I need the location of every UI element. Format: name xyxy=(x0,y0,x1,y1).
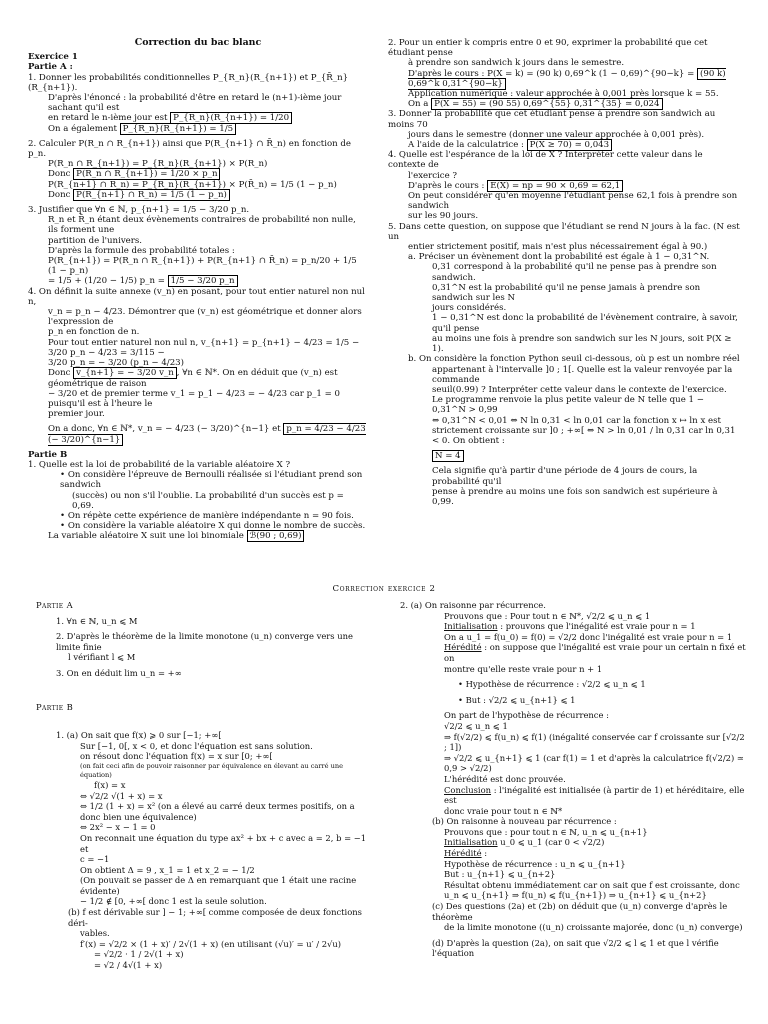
text-line: 5. Dans cette question, on suppose que l'étudiant se rend N jours à la fac. (N est un xyxy=(388,221,740,242)
text-line: u_n ⩽ u_{n+1} ⇒ f(u_n) ⩽ f(u_{n+1}) ⇒ u_{n+1} ⩽ u_{n+2} xyxy=(444,890,707,901)
text-line: on résout donc l'équation f(x) = x sur [0; +∞[ xyxy=(80,751,273,762)
text-line: • Hypothèse de récurrence : √2/2 ⩽ u_n ⩽ 1 xyxy=(400,679,746,690)
text-line: Hérédité : on suppose que l'inégalité est vraie pour un certain n fixé et on xyxy=(444,642,746,663)
text-line: Prouvons que : Pour tout n ∈ ℕ*, √2/2 ⩽ u_n ⩽ 1 xyxy=(444,610,651,621)
text-line: D'après l'énoncé : la probabilité d'être en retard le (n+1)-ième jour sachant qu'il est xyxy=(48,93,342,114)
text-line: pense à prendre au moins une fois son sandwich est supérieure à 0,99. xyxy=(432,486,718,507)
text-line: 3. Donner la probabilité que cet étudiant pense à prendre son sandwich au moins 70 xyxy=(388,109,716,130)
spacer xyxy=(36,712,372,730)
text-line: Conclusion : l'inégalité est initialisée (à partir de 1) et héréditaire, elle est xyxy=(444,784,745,806)
boxed-result: v_{n+1} = − 3/20 v_n xyxy=(73,367,177,379)
text-line: On obtient Δ = 9 , x_1 = 1 et x_2 = − 1/2 xyxy=(80,864,255,875)
text-line: = 1/5 + (1/20 − 1/5) p_n = 1/5 − 3/20 p_n xyxy=(28,276,368,286)
text-line: f′(x) = √2/2 × (1 + x)′ / 2√(1 + x) (en utilisant (√u)′ = u′ / 2√u) xyxy=(80,938,342,949)
text-line: = √2 / 4√(1 + x) xyxy=(94,960,163,971)
text-line: But : u_{n+1} ⩽ u_{n+2} xyxy=(444,869,556,880)
text-line: (on fait ceci afin de pouvoir raisonner par équivalence en élevant au carré une équation) xyxy=(80,761,344,779)
boxed-result: (90 k) 0,69^k 0,31^{90−k} xyxy=(408,68,726,89)
text-line: 1 − 0,31^N est donc la probabilité de l'évènement contraire, à savoir, qu'il pense xyxy=(432,313,738,334)
boxed-result: P(X = 55) = (90 55) 0,69^{55} 0,31^{35} ≃ 0,024 xyxy=(431,98,662,110)
text-line: D'après la formule des probabilité totales : xyxy=(48,245,235,256)
text-line: partition de l'univers. xyxy=(48,235,143,246)
text-line: Pour tout entier naturel non nul n, v_{n+1} = p_{n+1} − 4/23 = 1/5 − 3/20 p_n − 4/23 = 3/115 − xyxy=(48,337,360,358)
text-line: On part de l'hypothèse de récurrence : xyxy=(444,710,609,721)
text-line: Donc P(R_{n+1} ∩ R̄_n) = 1/5 (1 − p_n) xyxy=(28,190,368,200)
spacer xyxy=(36,679,372,697)
text-line xyxy=(388,451,740,461)
boxed-result: N = 4 xyxy=(432,450,464,462)
text-line: Sur [−1, 0[, x < 0, et donc l'équation est sans solution. xyxy=(80,740,313,751)
text-line: On reconnait une équation du type ax² + bx + c avec a = 2, b = −1 et xyxy=(80,832,367,854)
boxed-result: P_{R_n}(R_{n+1}) = 1/20 xyxy=(170,112,292,124)
text-line: donc vraie pour tout n ∈ ℕ* xyxy=(444,805,563,816)
text-line: 3. On en déduit lim u_n = +∞ xyxy=(56,667,182,678)
text-line: 2. Pour un entier k compris entre 0 et 90, exprimer la probabilité que cet étudiant pense xyxy=(388,38,708,59)
text-line: 4. On définit la suite annexe (v_n) en posant, pour tout entier naturel non nul n, xyxy=(28,286,365,307)
text-line: 1. (a) On sait que f(x) ⩾ 0 sur [−1; +∞[ xyxy=(56,730,222,741)
text-line: • On répète cette expérience de manière indépendante n = 90 fois. xyxy=(28,511,368,521)
boxed-result: P(R_n ∩ R_{n+1}) = 1/20 × p_n xyxy=(73,168,220,180)
text-line: Donc P(R_n ∩ R_{n+1}) = 1/20 × p_n xyxy=(28,169,368,179)
text-line: entier strictement positif, mais n'est plus nécessairement égal à 90.) xyxy=(408,242,708,253)
text-line: = √2/2 · 1 / 2√(1 + x) xyxy=(94,949,184,960)
section-title: Correction exercice 2 xyxy=(332,584,436,594)
text-line: Application numérique : valeur approchée à 0,001 près lorsque k = 55. xyxy=(408,89,719,100)
text-line: 1. Donner les probabilités conditionnelles P_{R_n}(R_{n+1}) et P_{R̄_n}(R_{n+1}). xyxy=(28,72,349,93)
text-line: 2. Calculer P(R_n ∩ R_{n+1}) ainsi que P(R_{n+1} ∩ R̄_n) en fonction de p_n. xyxy=(28,138,352,160)
text-line: P(R_{n+1}) = P(R_n ∩ R_{n+1}) + P(R_{n+1} ∩ R̄_n) = p_n/20 + 1/5 (1 − p_n) xyxy=(48,256,357,277)
text-line: A l'aide de la calculatrice : P(X ≥ 70) ≃ 0,043 xyxy=(388,140,740,150)
text-line: c = −1 xyxy=(80,854,110,865)
boxed-result: P(R_{n+1} ∩ R̄_n) = 1/5 (1 − p_n) xyxy=(73,189,230,201)
text-line: seuil(0.99) ? Interpréter cette valeur dans le contexte de l'exercice. xyxy=(432,384,727,395)
text-line: − 3/20 et de premier terme v_1 = p_1 − 4/23 = − 4/23 car p_1 = 0 puisqu'il est à l'heure le xyxy=(48,388,340,409)
text-line: (On pouvait se passer de Δ en remarquant que 1 était une racine évidente) xyxy=(80,875,357,896)
text-line: v_n = p_n − 4/23. Démontrer que (v_n) est géométrique et donner alors l'expression de xyxy=(48,307,362,328)
boxed-result: 1/5 − 3/20 p_n xyxy=(168,275,238,287)
exercise-2-left-column xyxy=(36,600,372,971)
text-line: R_n et R̄_n étant deux évènements contraires de probabilité non nulle, ils forment une xyxy=(48,215,356,236)
text-line: ⇒ √2/2 ⩽ u_{n+1} ⩽ 1 (car f(1) = 1 et d'après la calculatrice f(√2/2) ≃ 0,9 > √2/2) xyxy=(444,752,744,774)
text-line: au moins une fois à prendre son sandwich sur les N jours, soit P(X ≥ 1). xyxy=(432,333,732,355)
text-line: 1. Quelle est la loi de probabilité de la variable aléatoire X ? xyxy=(28,459,291,470)
text-line: ⇔ 1/2 (1 + x) = x² (on a élevé au carré deux termes positifs, on a donc bien une équivalence) xyxy=(80,801,355,822)
boxed-result: ℬ(90 ; 0,69) xyxy=(247,530,305,542)
text-line: D'après le cours : P(X = k) = (90 k) 0,69^k (1 − 0,69)^{90−k} = (90 k) 0,69^k 0,31^{90−k} xyxy=(408,68,726,89)
text-line: Partie B xyxy=(28,449,68,460)
text-line: Correction du bac blanc xyxy=(134,37,262,48)
text-line: P(R_n ∩ R_{n+1}) = P_{R_n}(R_{n+1}) × P(R_n) xyxy=(48,159,268,170)
text-line: (d) D'après la question (2a), on sait que √2/2 ⩽ l ⩽ 1 et que l vérifie l'équation xyxy=(432,937,719,959)
text-line: On a également P_{R̄_n}(R_{n+1}) = 1/5 xyxy=(28,124,368,134)
text-line: Donc v_{n+1} = − 3/20 v_n , ∀n ∈ ℕ*. On en déduit que (v_n) est géométrique de raison xyxy=(48,368,338,389)
text-line: • But : √2/2 ⩽ u_{n+1} ⩽ 1 xyxy=(400,695,746,706)
text-line: • On considère l'épreuve de Bernoulli réalisée si l'étudiant prend son sandwich xyxy=(28,470,368,490)
text-line: vables. xyxy=(80,928,110,939)
text-line: 1. ∀n ∈ ℕ, u_n ⩽ M xyxy=(56,615,138,626)
text-line: en retard le n-ième jour est P_{R_n}(R_{n+1}) = 1/20 xyxy=(28,113,368,123)
boxed-result: P(X ≥ 70) ≃ 0,043 xyxy=(527,139,612,151)
text-line: 2. (a) On raisonne par récurrence. xyxy=(400,600,546,610)
text-line: 2. D'après le théorème de la limite monotone (u_n) converge vers une limite finie xyxy=(56,631,353,652)
text-line: On a donc, ∀n ∈ ℕ*, v_n = − 4/23 (− 3/20)^{n−1} et p_n = 4/23 − 4/23 (− 3/20)^{n−1} xyxy=(48,424,366,445)
text-line: D'après le cours : E(X) = np = 90 × 0,69 = 62,1 xyxy=(388,181,740,191)
text-line: (b) f est dérivable sur ] − 1; +∞[ comme composée de deux fonctions déri- xyxy=(68,907,362,928)
text-line: 3. Justifier que ∀n ∈ ℕ, p_{n+1} = 1/5 − 3/20 p_n. xyxy=(28,205,250,216)
text-line: Hypothèse de récurrence : u_n ⩽ u_{n+1} xyxy=(444,858,626,869)
text-line: (succès) ou non s'il l'oublie. La probabilité d'un succès est p = 0,69. xyxy=(72,490,344,511)
exercise-1-right-column xyxy=(388,38,740,507)
text-line: sur les 90 jours. xyxy=(408,211,479,222)
text-line: Partie A : xyxy=(28,62,73,73)
text-line: Initialisation u_0 ⩽ u_1 (car 0 < √2/2) xyxy=(444,837,605,848)
underlined-label: Hérédité xyxy=(444,848,482,859)
text-line: L'hérédité est donc prouvée. xyxy=(444,773,566,784)
text-line: • On considère la variable aléatoire X qui donne le nombre de succès. xyxy=(28,521,368,531)
text-line: (b) On raisonne à nouveau par récurrence : xyxy=(432,816,617,827)
text-line: a. Préciser un évènement dont la probabilité est égale à 1 − 0,31^N. xyxy=(408,252,710,263)
boxed-result: p_n = 4/23 − 4/23 (− 3/20)^{n−1} xyxy=(48,424,366,445)
underlined-label: Hérédité xyxy=(444,642,482,653)
text-line: jours dans le semestre (donner une valeur approchée à 0,001 près). xyxy=(408,129,705,140)
text-line: On a P(X = 55) = (90 55) 0,69^{55} 0,31^{35} ≃ 0,024 xyxy=(388,99,740,109)
text-line: jours considérés. xyxy=(432,303,507,314)
text-line: strictement croissante sur ]0 ; +∞[ ⇔ N > ln 0,01 / ln 0,31 car ln 0,31 < 0. On obtient : xyxy=(432,425,736,446)
text-line: de la limite monotone ((u_n) croissante majorée, donc (u_n) converge) xyxy=(444,922,743,933)
text-line: La variable aléatoire X suit une loi binomiale ℬ(90 ; 0,69) xyxy=(28,531,368,541)
boxed-result: E(X) = np = 90 × 0,69 = 62,1 xyxy=(487,180,623,192)
text-line: √2/2 ⩽ u_n ⩽ 1 xyxy=(444,720,508,731)
text-line: premier jour. xyxy=(48,409,105,420)
text-line: appartenant à l'intervalle ]0 ; 1[. Quelle est la valeur renvoyée par la commande xyxy=(432,364,733,385)
text-line: l'exercice ? xyxy=(408,170,458,181)
text-line: 3/20 p_n = − 3/20 (p_n − 4/23) xyxy=(48,358,184,369)
text-line: Prouvons que : pour tout n ∈ ℕ, u_n ⩽ u_{n+1} xyxy=(444,826,648,837)
text-line: On a u_1 = f(u_0) = f(0) = √2/2 donc l'inégalité est vraie pour n = 1 xyxy=(444,631,733,642)
text-line: 4. Quelle est l'espérance de la loi de X ? Interpréter cette valeur dans le contexte de xyxy=(388,150,703,171)
text-line: Hérédité : xyxy=(444,848,488,859)
text-line: 0,31^N est la probabilité qu'il ne pense jamais à prendre son sandwich sur les N xyxy=(432,282,701,304)
text-line: ⇒ f(√2/2) ⩽ f(u_n) ⩽ f(1) (inégalité conservée car f croissante sur [√2/2 ; 1]) xyxy=(444,731,745,753)
text-line: Cela signifie qu'à partir d'une période de 4 jours de cours, la probabilité qu'il xyxy=(432,466,698,487)
text-line: l vérifiant l ⩽ M xyxy=(68,652,136,663)
text-line: On peut considérer qu'en moyenne l'étudiant pense 62,1 fois à prendre son sandwich xyxy=(408,191,738,212)
exercise-2-right-column xyxy=(400,600,746,959)
exercise-1-left-column xyxy=(28,38,368,542)
text-line: Partie A xyxy=(36,600,74,610)
text-line: P(R_{n+1} ∩ R̄_n) = P_{R̄_n}(R_{n+1}) × P(R̄_n) = 1/5 (1 − p_n) xyxy=(48,179,337,190)
underlined-label: Initialisation xyxy=(444,621,498,632)
text-line: f(x) = x xyxy=(94,779,126,790)
text-line: b. On considère la fonction Python seuil ci-dessous, où p est un nombre réel xyxy=(408,354,740,365)
text-line: Initialisation : prouvons que l'inégalité est vraie pour n = 1 xyxy=(444,621,696,632)
text-line: p_n en fonction de n. xyxy=(48,327,140,338)
text-line: ⇔ √2/2 √(1 + x) = x xyxy=(80,790,163,801)
text-line: (c) Des questions (2a) et (2b) on déduit que (u_n) converge d'après le théorème xyxy=(432,901,728,922)
underlined-label: Initialisation xyxy=(444,837,498,848)
text-line: Exercice 1 xyxy=(28,52,78,63)
boxed-result: P_{R̄_n}(R_{n+1}) = 1/5 xyxy=(120,123,236,135)
text-line: à prendre son sandwich k jours dans le semestre. xyxy=(408,58,625,69)
text-line: Le programme renvoie la plus petite valeur de N telle que 1 − 0,31^N > 0,99 xyxy=(432,395,704,416)
text-line: Résultat obtenu immédiatement car on sait que f est croissante, donc xyxy=(444,879,740,890)
underlined-label: Conclusion xyxy=(444,784,492,795)
text-line: ⇔ 0,31^N < 0,01 ⇔ N ln 0,31 < ln 0,01 car la fonction x ↦ ln x est xyxy=(432,415,721,426)
text-line: Partie B xyxy=(36,701,74,712)
text-line: ⇔ 2x² − x − 1 = 0 xyxy=(80,822,156,833)
text-line: 0,31 correspond à la probabilité qu'il ne pense pas à prendre son sandwich. xyxy=(432,262,717,283)
text-line: montre qu'elle reste vraie pour n + 1 xyxy=(444,663,603,674)
text-line: − 1/2 ∉ [0, +∞[ donc 1 est la seule solution. xyxy=(80,896,267,907)
